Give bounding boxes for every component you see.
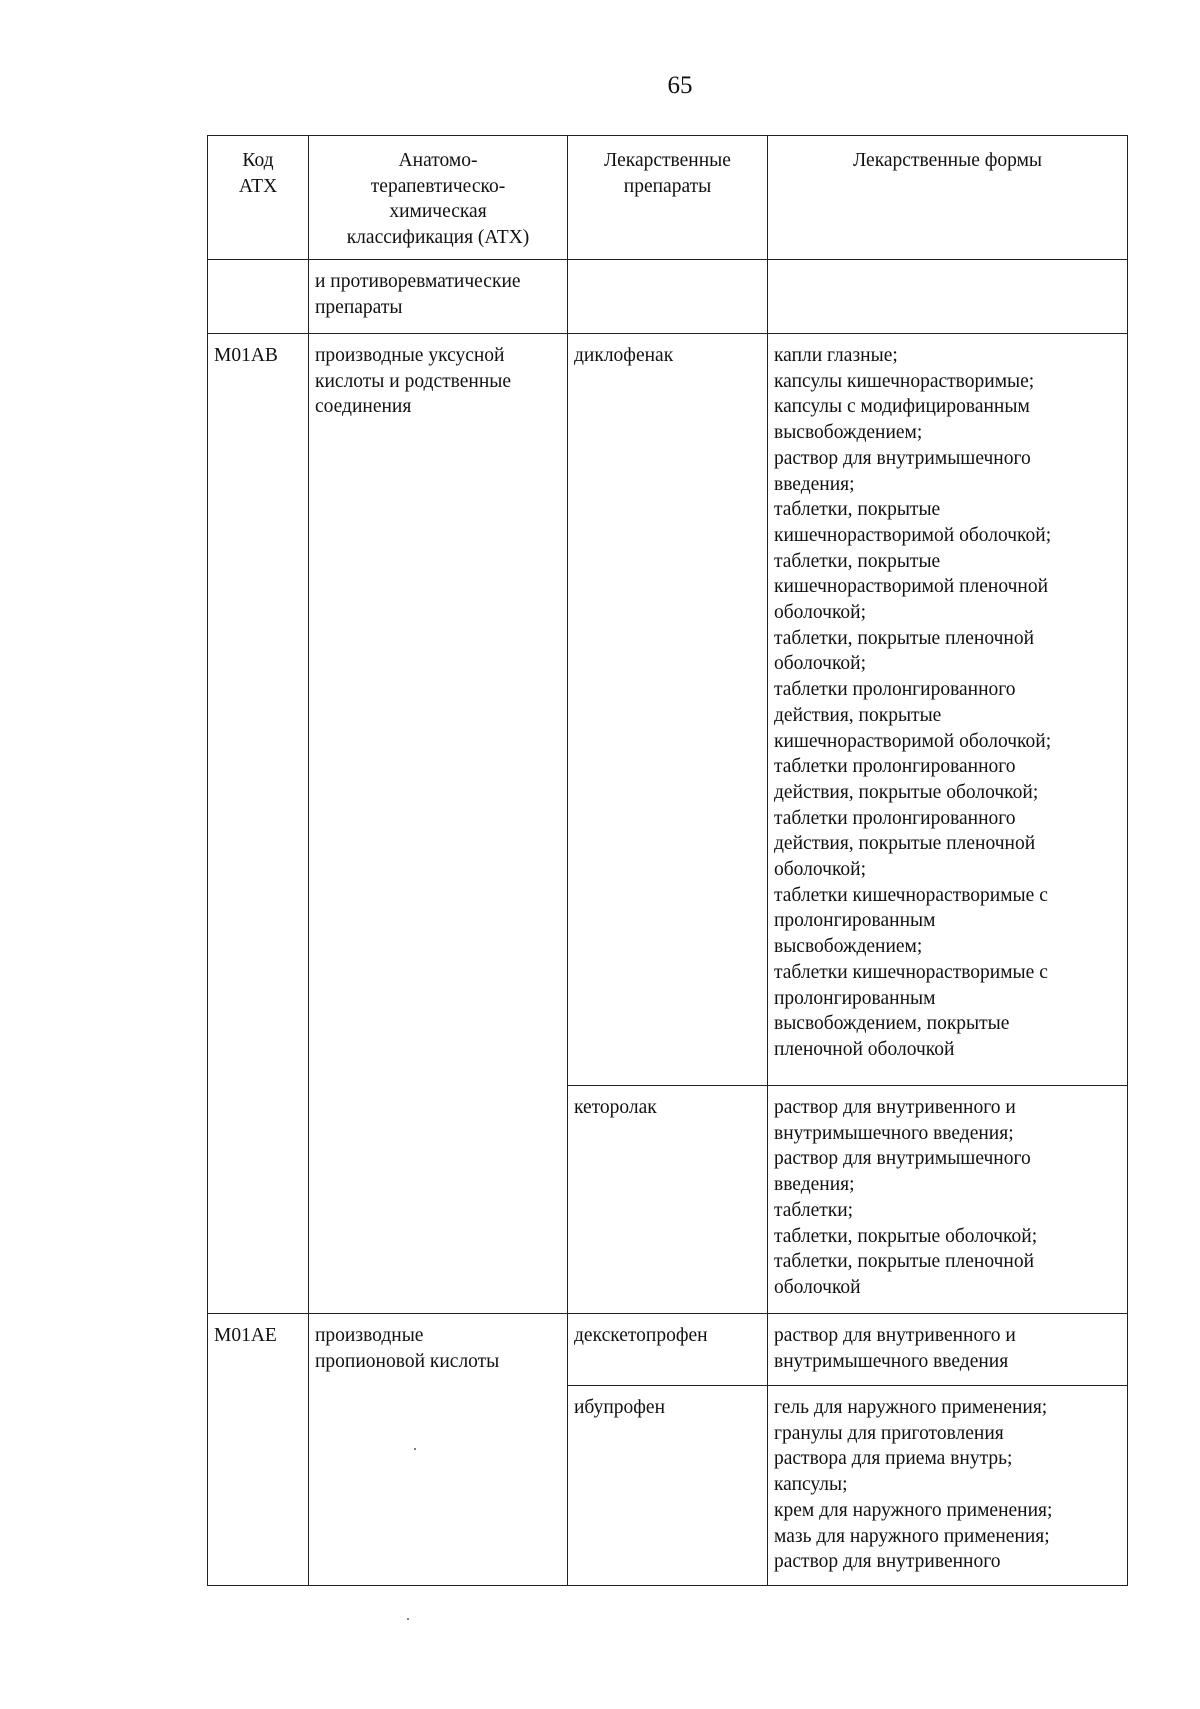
text-line: капли глазные; xyxy=(774,345,898,366)
text-line: действия, покрытые xyxy=(774,704,942,726)
text-line: таблетки кишечнорастворимые с xyxy=(774,884,1048,906)
text-line: таблетки пролонгированного xyxy=(774,679,1016,701)
text-line: препараты xyxy=(315,296,403,318)
text-line: раствор для внутривенного и xyxy=(774,1325,1016,1346)
dosage-forms-cell xyxy=(768,334,1128,1086)
classification-cell xyxy=(309,1314,568,1586)
text-line: мазь для наружного применения; xyxy=(774,1525,1050,1547)
text-line: введения; xyxy=(774,473,855,495)
text-line: кишечнорастворимой оболочкой; xyxy=(774,524,1052,546)
atc-table xyxy=(207,135,1128,1586)
scan-speck xyxy=(414,1448,416,1450)
text-line: кишечнорастворимой оболочкой; xyxy=(774,730,1052,752)
text-line: пропионовой кислоты xyxy=(315,1350,500,1372)
page-number: 65 xyxy=(667,72,693,99)
classification-cell xyxy=(309,260,568,334)
text-line: высвобождением; xyxy=(774,936,923,958)
text-line: АТХ xyxy=(238,175,278,197)
text-line: таблетки, покрытые пленочной xyxy=(774,1251,1035,1273)
text-line: высвобождением, покрытые xyxy=(774,1013,1010,1035)
drug-name-cell: декскетопрофен xyxy=(568,1314,768,1386)
text-line: раствор для внутривенного и xyxy=(774,1097,1016,1118)
table-row xyxy=(208,1314,1128,1386)
text-line: химическая xyxy=(389,201,487,223)
text-line: оболочкой xyxy=(774,1276,861,1298)
scan-speck xyxy=(407,1618,409,1620)
text-line: кислоты и родственные xyxy=(315,370,512,392)
text-line: раствора для приема внутрь; xyxy=(774,1448,1013,1470)
text-line: таблетки, покрытые оболочкой; xyxy=(774,1225,1038,1247)
drug-name-cell: диклофенак xyxy=(568,334,768,1086)
text-line: производные уксусной xyxy=(315,345,505,366)
text-line: Код xyxy=(242,150,274,171)
text-line: соединения xyxy=(315,396,412,418)
text-line: производные xyxy=(315,1325,424,1346)
text-line: Анатомо- xyxy=(398,150,478,171)
text-line: таблетки пролонгированного xyxy=(774,807,1016,829)
text-line: внутримышечного введения xyxy=(774,1350,1009,1372)
table-row xyxy=(208,334,1128,1086)
dosage-forms-cell xyxy=(768,1314,1128,1386)
text-line: таблетки, покрытые xyxy=(774,499,941,521)
atc-code-cell: M01AB xyxy=(208,334,309,1314)
text-line: классификация (АТХ) xyxy=(346,227,530,249)
text-line: гель для наружного применения; xyxy=(774,1397,1048,1418)
text-line: пролонгированным xyxy=(774,910,936,932)
header-atc-code xyxy=(208,136,309,260)
header-atc-classification xyxy=(309,136,568,260)
text-line: раствор для внутривенного xyxy=(774,1551,1001,1573)
text-line: пленочной оболочкой xyxy=(774,1038,955,1060)
text-line: пролонгированным xyxy=(774,987,936,1009)
text-line: введения; xyxy=(774,1174,855,1196)
forms-cell xyxy=(768,260,1128,334)
text-line: таблетки, покрытые xyxy=(774,550,941,572)
text-line: высвобождением; xyxy=(774,422,923,444)
classification-cell xyxy=(309,334,568,1314)
text-line: оболочкой; xyxy=(774,602,867,624)
text-line: Лекарственные xyxy=(604,150,731,171)
text-line: капсулы; xyxy=(774,1474,848,1496)
atc-code-cell xyxy=(208,260,309,334)
dosage-forms-cell xyxy=(768,1086,1128,1314)
text-line: и противоревматические xyxy=(315,271,521,292)
atc-code-cell: M01AE xyxy=(208,1314,309,1586)
text-line: оболочкой; xyxy=(774,653,867,675)
text-line: гранулы для приготовления xyxy=(774,1422,1004,1444)
table-header-row xyxy=(208,136,1128,260)
text-line: действия, покрытые оболочкой; xyxy=(774,781,1039,803)
text-line: капсулы кишечнорастворимые; xyxy=(774,370,1035,392)
dosage-forms-cell xyxy=(768,1386,1128,1586)
text-line: действия, покрытые пленочной xyxy=(774,833,1036,855)
text-line: кишечнорастворимой пленочной xyxy=(774,576,1049,598)
text-line: раствор для внутримышечного xyxy=(774,1148,1031,1170)
header-drugs xyxy=(568,136,768,260)
header-dosage-forms xyxy=(768,136,1128,260)
text-line: раствор для внутримышечного xyxy=(774,447,1031,469)
text-line: капсулы с модифицированным xyxy=(774,396,1030,418)
table-row xyxy=(208,260,1128,334)
text-line: таблетки кишечнорастворимые с xyxy=(774,961,1048,983)
text-line: таблетки; xyxy=(774,1199,854,1221)
text-line: терапевтическо- xyxy=(370,175,506,197)
text-line: Лекарственные формы xyxy=(852,150,1043,171)
text-line: таблетки, покрытые пленочной xyxy=(774,627,1035,649)
text-line: препараты xyxy=(623,175,712,197)
text-line: внутримышечного введения; xyxy=(774,1122,1014,1144)
text-line: крем для наружного применения; xyxy=(774,1499,1053,1521)
text-line: таблетки пролонгированного xyxy=(774,756,1016,778)
drug-name-cell: кеторолак xyxy=(568,1086,768,1314)
drug-cell xyxy=(568,260,768,334)
text-line: оболочкой; xyxy=(774,859,867,881)
drug-name-cell: ибупрофен xyxy=(568,1386,768,1586)
